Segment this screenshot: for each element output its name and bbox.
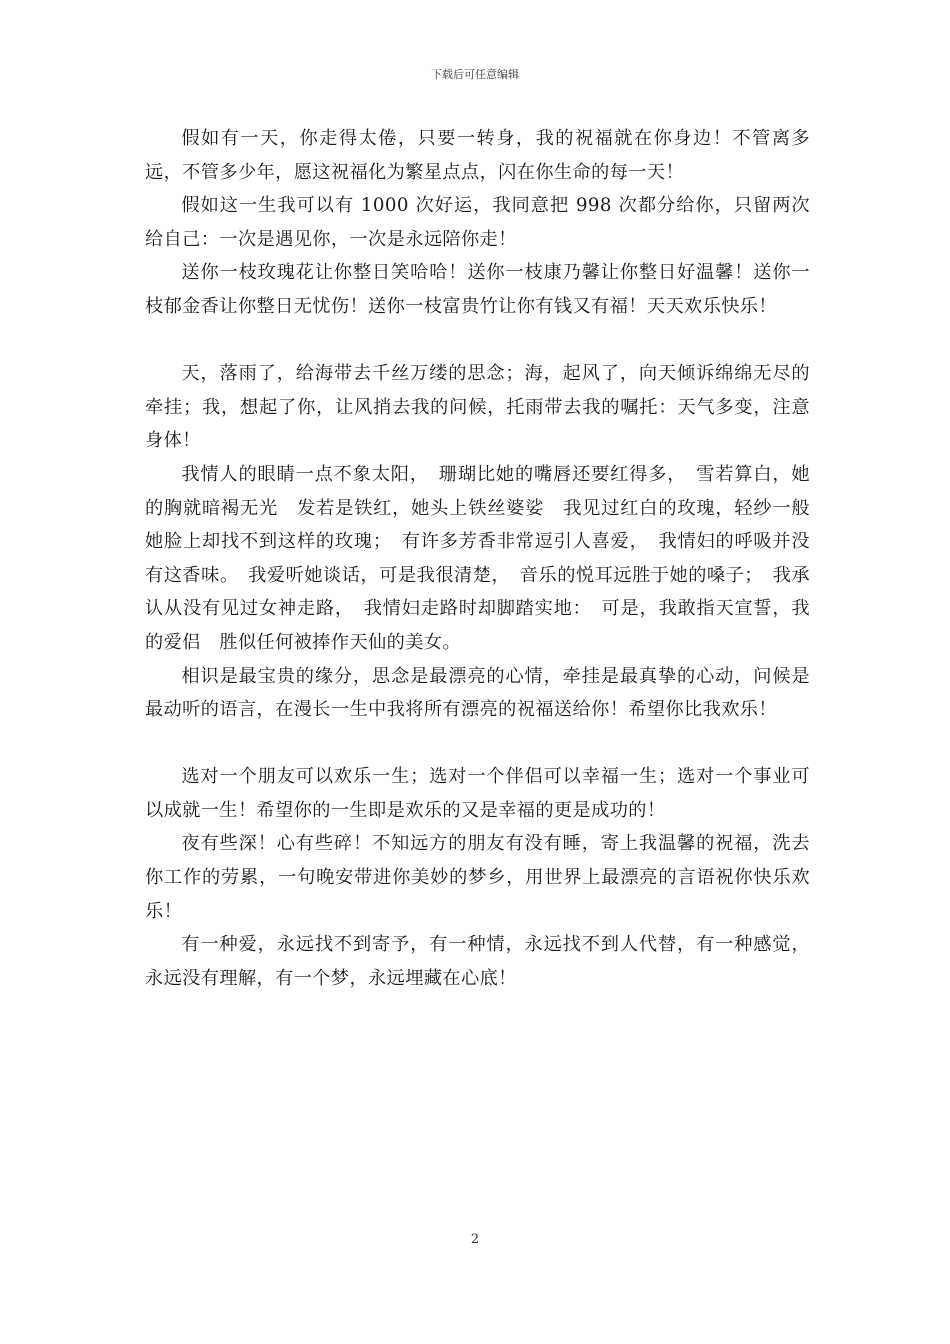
paragraph-1: 假如有一天，你走得太倦，只要一转身，我的祝福就在你身边！不管离多远，不管多少年，愿这祝福化为繁星点点，闪在你生命的每一天！ [145,128,810,183]
paragraph-8: 夜有些深！心有些碎！不知远方的朋友有没有睡，寄上我温馨的祝福，洗去你工作的劳累，一句晚安带进你美妙的梦乡，用世界上最漂亮的言语祝你快乐欢乐！ [145,833,810,922]
paragraph-3: 送你一枝玫瑰花让你整日笑哈哈！送你一枝康乃馨让你整日好温馨！送你一枝郁金香让你整日无忧伤！送你一枝富贵竹让你有钱又有福！天天欢乐快乐！ [145,262,810,317]
paragraph-6: 相识是最宝贵的缘分，思念是最漂亮的心情，牵挂是最真挚的心动，问候是最动听的语言，在漫长一生中我将所有漂亮的祝福送给你！希望你比我欢乐！ [145,665,810,721]
document-body [145,122,829,995]
page-number: 2 [470,1232,480,1247]
blank-line [145,324,810,358]
paragraph-4: 天，落雨了，给海带去千丝万缕的思念；海，起风了，向天倾诉绵绵无尽的牵挂；我，想起了你，让风捎去我的问候，托雨带去我的嘱托：天气多变，注意身体！ [145,363,810,452]
paragraph-9: 有一种爱，永远找不到寄予，有一种情，永远找不到人代替，有一种感觉，永远没有理解，有一个梦，永远埋藏在心底！ [145,934,810,989]
blank-line [145,727,810,761]
paragraph-5: 我情人的眼睛一点不象太阳， 珊瑚比她的嘴唇还要红得多， 雪若算白，她的胸就暗褐无光 发若是铁红，她头上铁丝婆娑 我见过红白的玫瑰，轻纱一般 她脸上却找不到这样的玫瑰； 有许多芳香非常逗引人喜爱， 我情妇的呼吸并没有这香味。 我爱听她谈话，可是我很清楚， 音乐的悦耳远胜于她的嗓子； 我承认从没有见过女神走路， 我情妇走路时却脚踏实地： 可是，我敢指天宣誓，我的爱侣 胜似任何被捧作天仙的美女。 [145,463,829,653]
paragraph-2: 假如这一生我可以有 1000 次好运，我同意把 998 次都分给你，只留两次给自己：一次是遇见你，一次是永远陪你走！ [145,195,810,250]
page-header: 下载后可任意编辑 [431,68,519,81]
paragraph-7: 选对一个朋友可以欢乐一生；选对一个伴侣可以幸福一生；选对一个事业可以成就一生！希望你的一生即是欢乐的又是幸福的更是成功的！ [145,766,810,821]
